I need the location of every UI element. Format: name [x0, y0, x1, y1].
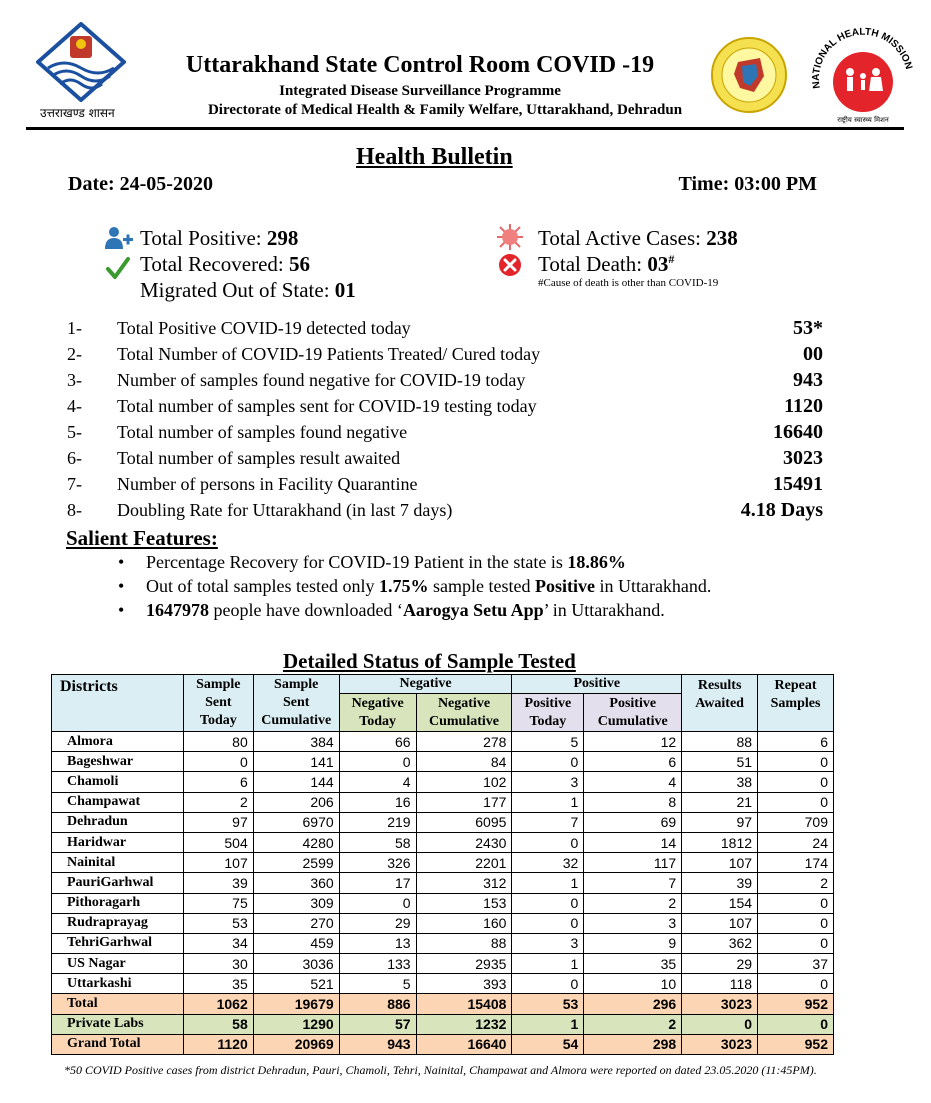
value-cell: 66: [339, 732, 416, 752]
value-cell: 6: [758, 732, 834, 752]
bullet-icon: •: [118, 576, 125, 596]
table-body: [52, 732, 834, 1055]
item-value: 00: [803, 343, 823, 365]
value-cell: 97: [183, 812, 253, 832]
total-positive-value: 298: [266, 226, 299, 250]
value-cell: 0: [512, 913, 584, 933]
value-cell: 15408: [416, 994, 512, 1014]
value-cell: 0: [758, 772, 834, 792]
item-value: 53*: [793, 317, 823, 339]
value-cell: 5: [512, 732, 584, 752]
add-user-icon: [104, 226, 134, 250]
value-cell: 1: [512, 954, 584, 974]
bullet-emphasis: Positive: [534, 576, 595, 596]
header-line: Today: [529, 713, 567, 729]
migrated-out: [140, 278, 356, 303]
col-header-negative-today: [339, 694, 416, 732]
col-header-results-awaited: [682, 675, 758, 732]
total-recovered: [140, 252, 310, 277]
value-cell: 13: [339, 933, 416, 953]
value-cell: 384: [253, 732, 339, 752]
value-cell: 459: [253, 933, 339, 953]
sample-status-table: [51, 674, 834, 1055]
table-row: [52, 873, 834, 893]
value-cell: 29: [339, 913, 416, 933]
bulletin-date: Date: 24-05-2020: [68, 173, 213, 195]
value-cell: 14: [584, 832, 682, 852]
value-cell: 1812: [682, 832, 758, 852]
value-cell: 39: [682, 873, 758, 893]
total-row: [52, 994, 834, 1014]
header-line: Results: [697, 678, 742, 693]
value-cell: 57: [339, 1014, 416, 1034]
private-row: [52, 1014, 834, 1034]
district-name-cell: Grand Total: [52, 1034, 184, 1054]
list-item: [67, 420, 823, 446]
bullet-text: people have downloaded ‘: [209, 600, 403, 620]
item-number: 7-: [67, 474, 82, 494]
item-value: 15491: [773, 473, 823, 495]
district-name-cell: TehriGarhwal: [52, 933, 184, 953]
value-cell: 2: [584, 1014, 682, 1034]
header-line: Negative: [437, 695, 491, 711]
value-cell: 0: [339, 752, 416, 772]
header-rule: [26, 127, 904, 130]
header-line: Today: [359, 713, 397, 729]
value-cell: 88: [416, 933, 512, 953]
bullet-text: Percentage Recovery for COVID-19 Patient in the state is: [146, 552, 568, 572]
item-number: 3-: [67, 370, 82, 390]
value-cell: 16640: [416, 1034, 512, 1054]
item-label: Total Number of COVID-19 Patients Treated/ Cured today: [117, 344, 541, 364]
table-row: [52, 933, 834, 953]
value-cell: 362: [682, 933, 758, 953]
item-label: Total Positive COVID-19 detected today: [117, 318, 411, 338]
value-cell: 84: [416, 752, 512, 772]
bulletin-title: Health Bulletin: [356, 144, 513, 170]
value-cell: 2430: [416, 832, 512, 852]
value-cell: 53: [512, 994, 584, 1014]
header-line: Sent: [282, 695, 310, 710]
value-cell: 1290: [253, 1014, 339, 1034]
value-cell: 3036: [253, 954, 339, 974]
value-cell: 0: [682, 1014, 758, 1034]
value-cell: 4: [584, 772, 682, 792]
value-cell: 0: [758, 752, 834, 772]
value-cell: 2: [584, 893, 682, 913]
total-death-value: 03: [647, 252, 669, 276]
list-item: [118, 576, 711, 600]
value-cell: 0: [512, 752, 584, 772]
item-value: 4.18 Days: [740, 499, 823, 521]
bullet-icon: •: [118, 600, 125, 620]
value-cell: 29: [682, 954, 758, 974]
value-cell: 35: [584, 954, 682, 974]
col-group-negative: Negative: [339, 675, 512, 694]
list-item: [118, 552, 711, 576]
total-positive: [140, 226, 298, 251]
table-row: [52, 792, 834, 812]
col-header-positive-today: [512, 694, 584, 732]
col-header-positive-cumulative: [584, 694, 682, 732]
value-cell: 278: [416, 732, 512, 752]
header-line: Cumulative: [597, 713, 668, 729]
value-cell: 141: [253, 752, 339, 772]
value-cell: 298: [584, 1034, 682, 1054]
item-label: Total number of samples sent for COVID-19 testing today: [117, 396, 537, 416]
item-label: Number of samples found negative for COVID-19 today: [117, 370, 526, 390]
value-cell: 0: [758, 792, 834, 812]
value-cell: 75: [183, 893, 253, 913]
value-cell: 270: [253, 913, 339, 933]
death-note: #Cause of death is other than COVID-19: [538, 277, 719, 289]
bullet-text: ’ in Uttarakhand.: [543, 600, 665, 620]
header-line: Sample: [274, 677, 319, 692]
value-cell: 21: [682, 792, 758, 812]
value-cell: 1120: [183, 1034, 253, 1054]
value-cell: 118: [682, 974, 758, 994]
value-cell: 34: [183, 933, 253, 953]
value-cell: 7: [584, 873, 682, 893]
district-name-cell: Uttarkashi: [52, 974, 184, 994]
value-cell: 4: [339, 772, 416, 792]
value-cell: 312: [416, 873, 512, 893]
item-number: 5-: [67, 422, 82, 442]
bullet-text: in Uttarakhand.: [594, 576, 712, 596]
nhm-logo-icon: [806, 26, 916, 126]
district-name-cell: Rudraprayag: [52, 913, 184, 933]
item-number: 6-: [67, 448, 82, 468]
header-line: Awaited: [695, 696, 744, 711]
district-name-cell: Bageshwar: [52, 752, 184, 772]
item-number: 1-: [67, 318, 82, 338]
value-cell: 160: [416, 913, 512, 933]
table-row: [52, 772, 834, 792]
item-value: 1120: [784, 395, 823, 417]
header-line: Cumulative: [261, 713, 332, 728]
total-death-label: Total Death:: [538, 252, 643, 276]
value-cell: 5: [339, 974, 416, 994]
value-cell: 107: [183, 853, 253, 873]
virus-icon: [495, 222, 525, 252]
value-cell: 4280: [253, 832, 339, 852]
salient-features-list: [118, 552, 711, 624]
value-cell: 6: [183, 772, 253, 792]
value-cell: 53: [183, 913, 253, 933]
value-cell: 2935: [416, 954, 512, 974]
total-death: [538, 252, 674, 277]
table-row: [52, 893, 834, 913]
table-row: [52, 832, 834, 852]
value-cell: 521: [253, 974, 339, 994]
value-cell: 6095: [416, 812, 512, 832]
bullet-emphasis: 1647978: [146, 600, 209, 620]
value-cell: 1: [512, 1014, 584, 1034]
idsp-logo-icon: [710, 36, 788, 114]
bullet-text: Out of total samples tested only: [146, 576, 379, 596]
col-group-positive: Positive: [512, 675, 682, 694]
value-cell: 54: [512, 1034, 584, 1054]
value-cell: 3: [512, 772, 584, 792]
header-line: Negative: [351, 695, 404, 711]
death-x-icon: [498, 253, 522, 277]
value-cell: 144: [253, 772, 339, 792]
value-cell: 153: [416, 893, 512, 913]
footnote: *50 COVID Positive cases from district Dehradun, Pauri, Chamoli, Tehri, Nainital, Champawat and Almora were reported on dated 23.05.2020 (11:45PM).: [64, 1063, 817, 1077]
list-item: [118, 600, 711, 624]
bullet-icon: •: [118, 552, 125, 572]
bullet-text: sample tested: [428, 576, 535, 596]
table-row: [52, 732, 834, 752]
svg-text:NATIONAL HEALTH MISSION: NATIONAL HEALTH MISSION: [810, 26, 914, 90]
value-cell: 0: [512, 974, 584, 994]
item-label: Total number of samples result awaited: [117, 448, 401, 468]
col-header-sent-cumulative: [253, 675, 339, 732]
bullet-emphasis: 1.75%: [378, 576, 429, 596]
district-name-cell: Chamoli: [52, 772, 184, 792]
value-cell: 39: [183, 873, 253, 893]
value-cell: 0: [183, 752, 253, 772]
grand-row: [52, 1034, 834, 1054]
active-cases-label: Total Active Cases:: [538, 226, 701, 250]
value-cell: 0: [758, 933, 834, 953]
district-name-cell: PauriGarhwal: [52, 873, 184, 893]
table-row: [52, 752, 834, 772]
bulletin-time: Time: 03:00 PM: [678, 173, 817, 195]
col-header-repeat-samples: [758, 675, 834, 732]
value-cell: 206: [253, 792, 339, 812]
value-cell: 219: [339, 812, 416, 832]
item-label: Total number of samples found negative: [117, 422, 408, 442]
header-line: Positive: [609, 695, 657, 711]
value-cell: 0: [512, 893, 584, 913]
value-cell: 6970: [253, 812, 339, 832]
table-row: [52, 913, 834, 933]
value-cell: 0: [512, 832, 584, 852]
table-row: [52, 974, 834, 994]
total-recovered-value: 56: [288, 252, 310, 276]
header-line: Sample: [196, 677, 241, 692]
value-cell: 952: [758, 1034, 834, 1054]
value-cell: 35: [183, 974, 253, 994]
item-value: 943: [793, 369, 823, 391]
district-name-cell: US Nagar: [52, 954, 184, 974]
value-cell: 943: [339, 1034, 416, 1054]
item-label: Number of persons in Facility Quarantine: [117, 474, 418, 494]
value-cell: 0: [758, 1014, 834, 1034]
header-line: Repeat: [774, 678, 817, 693]
value-cell: 69: [584, 812, 682, 832]
value-cell: 10: [584, 974, 682, 994]
district-name-cell: Dehradun: [52, 812, 184, 832]
value-cell: 117: [584, 853, 682, 873]
value-cell: 0: [758, 913, 834, 933]
value-cell: 58: [183, 1014, 253, 1034]
svg-text:राष्ट्रीय स्वास्थ्य मिशन: राष्ट्रीय स्वास्थ्य मिशन: [837, 116, 889, 124]
value-cell: 0: [339, 893, 416, 913]
item-value: 16640: [773, 421, 823, 443]
value-cell: 1: [512, 792, 584, 812]
value-cell: 3023: [682, 994, 758, 1014]
district-name-cell: Nainital: [52, 853, 184, 873]
bullet-emphasis: 18.86%: [567, 552, 626, 572]
value-cell: 174: [758, 853, 834, 873]
value-cell: 107: [682, 913, 758, 933]
header-line: Positive: [524, 695, 572, 711]
district-name-cell: Almora: [52, 732, 184, 752]
total-recovered-label: Total Recovered:: [140, 252, 284, 276]
value-cell: 58: [339, 832, 416, 852]
table-title: Detailed Status of Sample Tested: [283, 649, 576, 673]
value-cell: 154: [682, 893, 758, 913]
page-title: Uttarakhand State Control Room COVID -19: [185, 52, 655, 78]
header-line: Samples: [770, 696, 821, 711]
list-item: [67, 472, 823, 498]
value-cell: 0: [758, 974, 834, 994]
value-cell: 97: [682, 812, 758, 832]
table-row: [52, 812, 834, 832]
value-cell: 296: [584, 994, 682, 1014]
value-cell: 2599: [253, 853, 339, 873]
bulletin-header: [0, 0, 931, 134]
item-number: 4-: [67, 396, 82, 416]
value-cell: 0: [758, 893, 834, 913]
value-cell: 9: [584, 933, 682, 953]
value-cell: 30: [183, 954, 253, 974]
value-cell: 88: [682, 732, 758, 752]
list-item: [67, 394, 823, 420]
value-cell: 107: [682, 853, 758, 873]
daily-statistics-list: [67, 316, 823, 524]
district-name-cell: Private Labs: [52, 1014, 184, 1034]
value-cell: 1: [512, 873, 584, 893]
migrated-label: Migrated Out of State:: [140, 278, 330, 302]
header-line: Today: [199, 713, 237, 728]
list-item: [67, 316, 823, 342]
value-cell: 1232: [416, 1014, 512, 1034]
value-cell: 7: [512, 812, 584, 832]
check-icon: [106, 256, 130, 280]
list-item: [67, 342, 823, 368]
table-row: [52, 954, 834, 974]
value-cell: 1062: [183, 994, 253, 1014]
value-cell: 51: [682, 752, 758, 772]
value-cell: 24: [758, 832, 834, 852]
value-cell: 2201: [416, 853, 512, 873]
value-cell: 19679: [253, 994, 339, 1014]
bullet-emphasis: Aarogya Setu App: [402, 600, 544, 620]
value-cell: 709: [758, 812, 834, 832]
programme-name: Integrated Disease Surveillance Programme: [279, 83, 561, 99]
value-cell: 102: [416, 772, 512, 792]
value-cell: 133: [339, 954, 416, 974]
value-cell: 886: [339, 994, 416, 1014]
item-number: 8-: [67, 500, 82, 520]
active-cases-value: 238: [706, 226, 738, 250]
salient-features-heading: Salient Features:: [66, 526, 218, 550]
header-line: Sent: [205, 695, 232, 710]
value-cell: 309: [253, 893, 339, 913]
directorate-name: Directorate of Medical Health & Family Welfare, Uttarakhand, Dehradun: [207, 102, 683, 118]
col-header-sent-today: [183, 675, 253, 732]
list-item: [67, 446, 823, 472]
value-cell: 3: [584, 913, 682, 933]
value-cell: 177: [416, 792, 512, 812]
item-label: Doubling Rate for Uttarakhand (in last 7 days): [117, 500, 453, 520]
header-line: Cumulative: [428, 713, 499, 729]
logo-caption: उत्तराखण्ड शासन: [40, 106, 115, 120]
value-cell: 16: [339, 792, 416, 812]
value-cell: 326: [339, 853, 416, 873]
district-name-cell: Pithoragarh: [52, 893, 184, 913]
death-mark: #: [668, 252, 675, 266]
value-cell: 37: [758, 954, 834, 974]
migrated-value: 01: [334, 278, 356, 302]
district-name-cell: Champawat: [52, 792, 184, 812]
uttarakhand-emblem-icon: [36, 22, 126, 102]
table-row: [52, 853, 834, 873]
item-value: 3023: [783, 447, 823, 469]
value-cell: 6: [584, 752, 682, 772]
col-header-negative-cumulative: [416, 694, 512, 732]
value-cell: 360: [253, 873, 339, 893]
value-cell: 952: [758, 994, 834, 1014]
value-cell: 504: [183, 832, 253, 852]
value-cell: 38: [682, 772, 758, 792]
value-cell: 20969: [253, 1034, 339, 1054]
total-positive-label: Total Positive:: [140, 226, 262, 250]
list-item: [67, 368, 823, 394]
active-cases: [538, 226, 738, 251]
item-number: 2-: [67, 344, 82, 364]
value-cell: 393: [416, 974, 512, 994]
value-cell: 12: [584, 732, 682, 752]
value-cell: 80: [183, 732, 253, 752]
value-cell: 3023: [682, 1034, 758, 1054]
value-cell: 8: [584, 792, 682, 812]
value-cell: 2: [183, 792, 253, 812]
district-name-cell: Total: [52, 994, 184, 1014]
list-item: [67, 498, 823, 524]
district-name-cell: Haridwar: [52, 832, 184, 852]
value-cell: 3: [512, 933, 584, 953]
value-cell: 17: [339, 873, 416, 893]
value-cell: 32: [512, 853, 584, 873]
value-cell: 2: [758, 873, 834, 893]
col-header-districts: Districts: [52, 675, 184, 732]
